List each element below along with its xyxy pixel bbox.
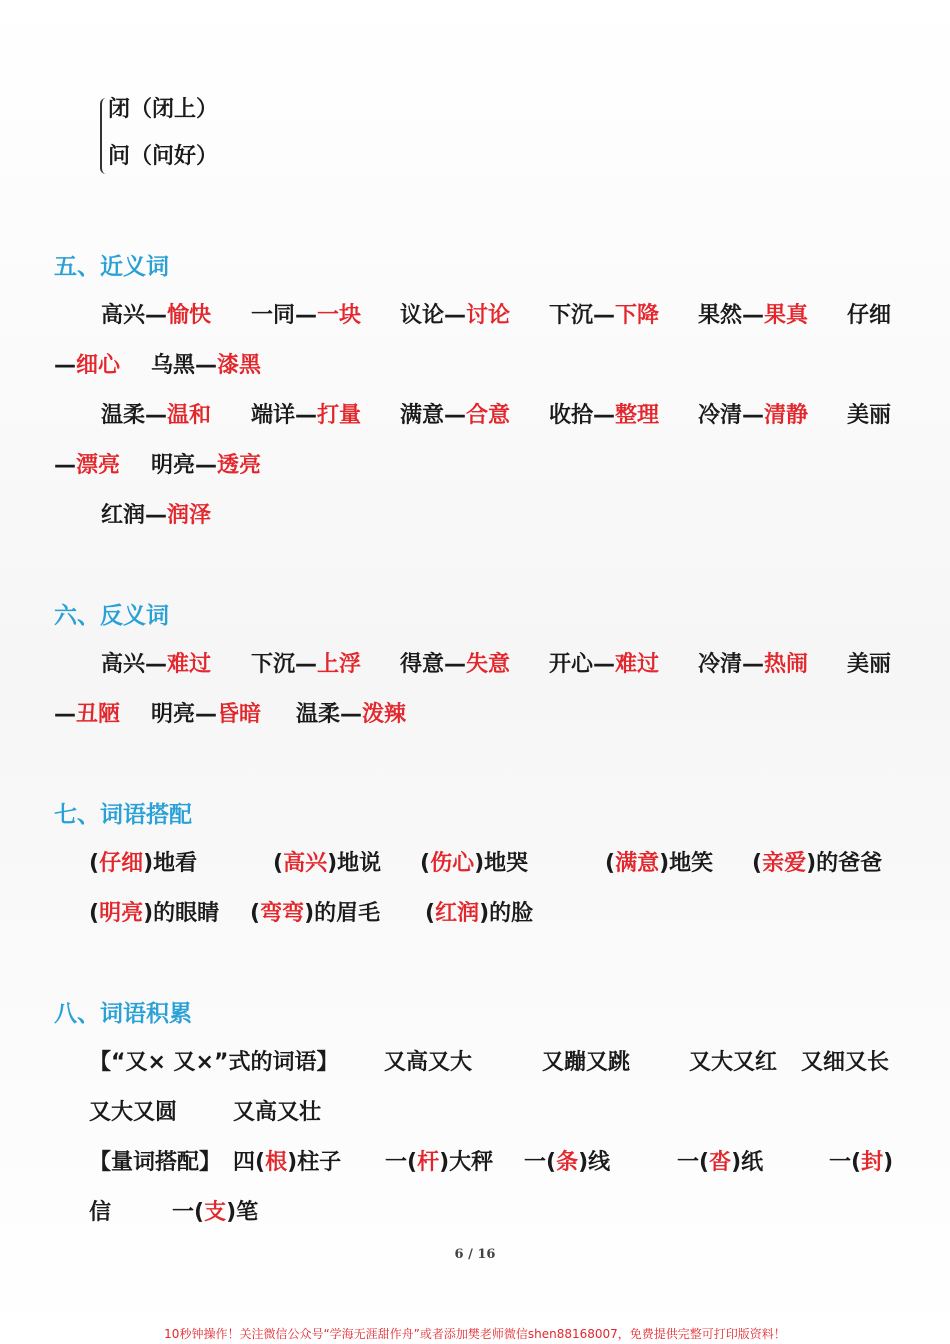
collocation-item: (红润)的脸 [425, 901, 534, 926]
synonym-pair: 明亮—透亮 [151, 453, 262, 478]
measure-row-1 [0, 1145, 950, 1175]
measure-item: 四(根)柱子 [233, 1150, 342, 1175]
synonym-pair: 端详—打量 [251, 403, 362, 428]
page-number: 6 / 16 [454, 1247, 496, 1262]
antonym-pair: 温柔—泼辣 [296, 702, 407, 727]
collocation-item: (明亮)的眼睛 [89, 901, 220, 926]
synonym-row-4 [0, 448, 950, 478]
synonym-row-2 [0, 348, 950, 378]
synonym-pair: 果然—果真 [698, 303, 809, 328]
pattern-word: 又蹦又跳 [542, 1050, 631, 1075]
collocation-row-1 [0, 846, 950, 876]
measure-item: 一(杆)大秤 [385, 1150, 494, 1175]
synonym-pair-start: 美丽 [847, 403, 892, 428]
antonym-pair: 下沉—上浮 [251, 652, 362, 677]
synonym-pair: 满意—合意 [400, 403, 511, 428]
measure-item: 一(条)线 [524, 1150, 611, 1175]
section-heading-accumulation: 八、词语积累 [54, 1001, 192, 1027]
synonym-row-3 [0, 398, 950, 428]
collocation-item: (亲爱)的爸爸 [752, 851, 883, 876]
brace-item: 闭（闭上） [108, 97, 219, 122]
antonym-pair: 明亮—昏暗 [151, 702, 262, 727]
pattern-word: 又高又大 [384, 1050, 473, 1075]
synonym-pair: 下沉—下降 [549, 303, 660, 328]
pattern-row-2 [0, 1095, 950, 1125]
antonym-pair: 开心—难过 [549, 652, 660, 677]
measure-item-start: 一(封) [829, 1150, 894, 1175]
footer-notice: 10秒钟操作！关注微信公众号“学海无涯甜作舟”或者添加樊老师微信shen88168007，免费提供完整可打印版资料！ [164, 1327, 786, 1341]
pattern-word: 又细又长 [801, 1050, 890, 1075]
synonym-pair-end: —细心 [54, 353, 121, 378]
synonym-pair: 红润—润泽 [101, 503, 212, 528]
section-heading-antonyms: 六、反义词 [54, 603, 169, 629]
synonym-pair-end: —漂亮 [54, 453, 121, 478]
antonym-pair: 得意—失意 [400, 652, 511, 677]
synonym-pair: 议论—讨论 [400, 303, 511, 328]
collocation-item: (伤心)地哭 [420, 851, 529, 876]
antonym-pair: 冷清—热闹 [698, 652, 809, 677]
section-heading-synonyms: 五、近义词 [54, 254, 169, 280]
pattern-word: 又大又圆 [89, 1100, 178, 1125]
measure-item: 一(沓)纸 [677, 1150, 764, 1175]
synonym-pair: 乌黑—漆黑 [151, 353, 262, 378]
measure-item: 一(支)笔 [172, 1200, 259, 1225]
synonym-pair: 冷清—清静 [698, 403, 809, 428]
brace-item: 问（问好） [108, 144, 219, 169]
collocation-row-2 [0, 896, 950, 926]
pattern-word: 又大又红 [689, 1050, 778, 1075]
synonym-row-5 [0, 498, 950, 528]
antonym-row-1 [0, 647, 950, 677]
measure-row-2 [0, 1195, 950, 1225]
antonym-pair: 高兴—难过 [101, 652, 212, 677]
collocation-item: (高兴)地说 [273, 851, 382, 876]
pattern-label: 【“又× 又×”式的词语】 [89, 1050, 339, 1075]
collocation-item: (弯弯)的眉毛 [250, 901, 381, 926]
measure-item-end: 信 [89, 1200, 112, 1225]
synonym-row-1 [0, 298, 950, 328]
measure-label: 【量词搭配】 [89, 1150, 222, 1175]
antonym-row-2 [0, 697, 950, 727]
synonym-pair-start: 仔细 [847, 303, 892, 328]
synonym-pair: 收拾—整理 [549, 403, 660, 428]
antonym-pair-start: 美丽 [847, 652, 892, 677]
section-heading-collocations: 七、词语搭配 [54, 802, 192, 828]
collocation-item: (仔细)地看 [89, 851, 198, 876]
antonym-pair-end: —丑陋 [54, 702, 121, 727]
collocation-item: (满意)地笑 [605, 851, 714, 876]
synonym-pair: 一同—一块 [251, 303, 362, 328]
pattern-word: 又高又壮 [233, 1100, 322, 1125]
synonym-pair: 高兴—愉快 [101, 303, 212, 328]
pattern-row-1 [0, 1045, 950, 1075]
synonym-pair: 温柔—温和 [101, 403, 212, 428]
